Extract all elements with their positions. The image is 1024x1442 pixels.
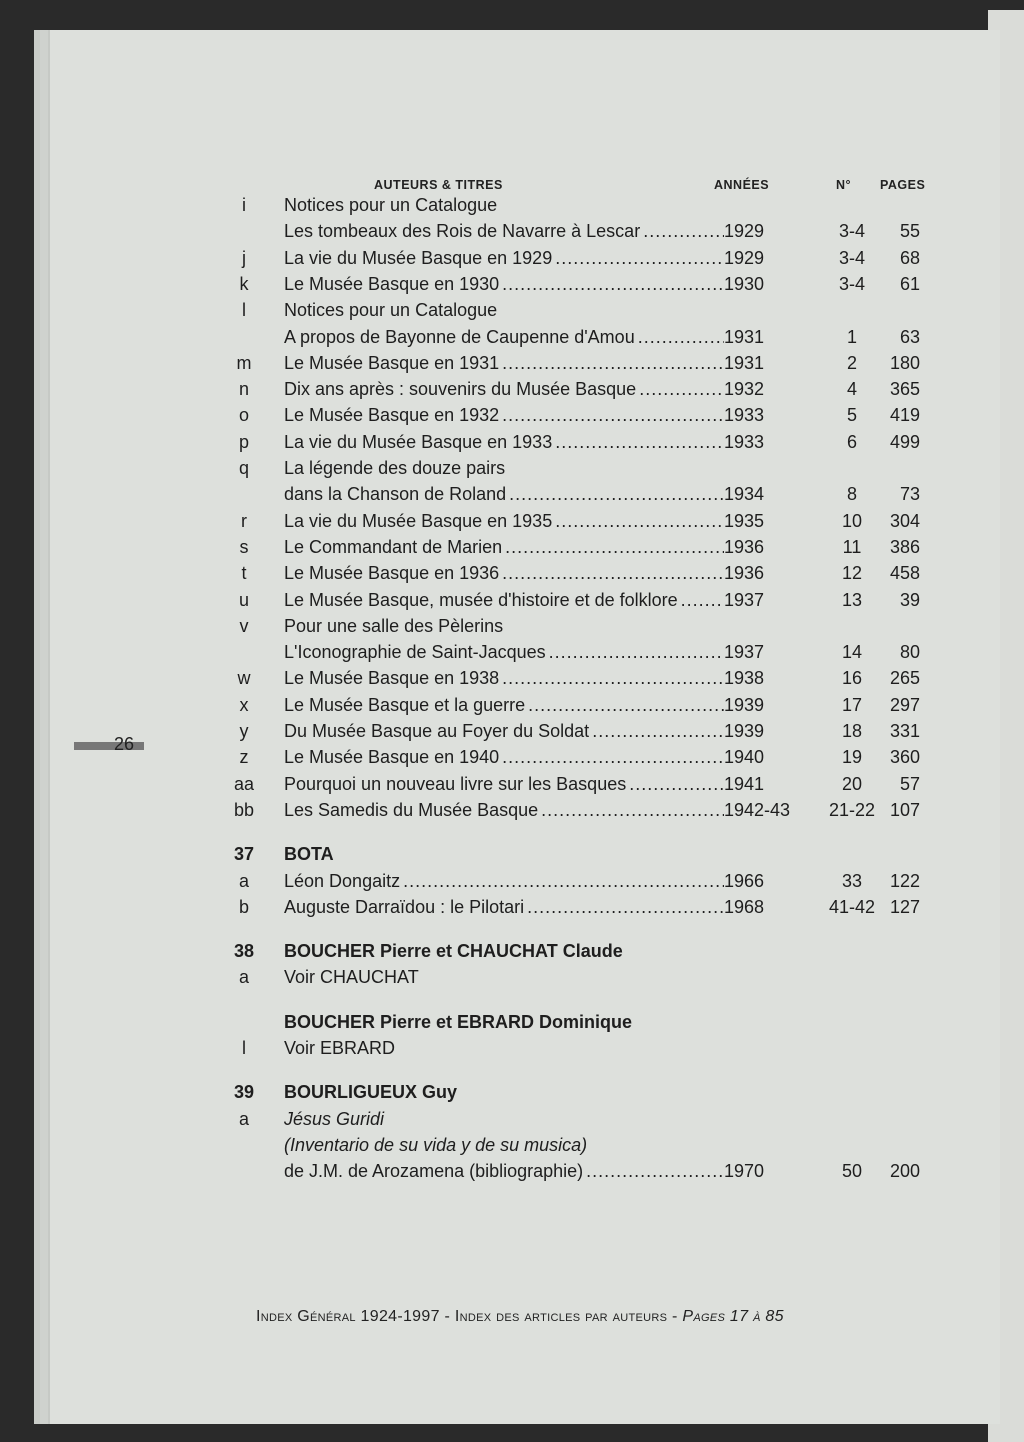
entry-title-line <box>284 665 724 691</box>
entry-year: 1936 <box>724 536 765 557</box>
entry-letter: x <box>239 694 249 715</box>
author-heading <box>40 938 1000 964</box>
entry-issue-number: 6 <box>846 431 857 452</box>
list-item <box>40 639 1000 665</box>
entry-title-line <box>284 771 724 797</box>
leader-dots <box>541 797 724 823</box>
entry-issue-number: 4 <box>846 379 857 400</box>
entry-issue-number: 21-22 <box>828 799 876 820</box>
entry-title: Notices pour un Catalogue <box>284 195 498 215</box>
entry-title: Les Samedis du Musée Basque <box>284 799 539 820</box>
entry-page: 57 <box>899 773 920 794</box>
entry-year: 1938 <box>724 668 765 689</box>
entry-letter: i <box>242 195 246 215</box>
entry-letter: a <box>238 967 249 988</box>
entry-year: 1941 <box>724 773 765 794</box>
leader-dots <box>502 665 724 691</box>
entry-issue-number: 3-4 <box>838 247 865 268</box>
entry-issue-number: 16 <box>841 668 863 689</box>
list-item <box>40 455 1000 481</box>
entry-title: Pourquoi un nouveau livre sur les Basques <box>284 773 627 794</box>
entry-year: 1939 <box>724 721 765 741</box>
author-name: BOUCHER Pierre et CHAUCHAT Claude <box>284 941 623 962</box>
entry-title: Pour une salle des Pèlerins <box>284 615 504 636</box>
entry-title: Le Musée Basque en 1940 <box>284 747 500 768</box>
header-number: N° <box>836 178 852 192</box>
entry-page: 55 <box>899 221 920 242</box>
entry-year: 1933 <box>724 431 765 452</box>
entry-page: 386 <box>889 536 920 557</box>
entry-issue-number: 12 <box>841 563 863 584</box>
entry-title-line <box>284 350 724 376</box>
list-item <box>40 324 1000 350</box>
entry-letter: aa <box>233 773 255 794</box>
author-heading <box>40 1009 1000 1035</box>
header-pages: PAGES <box>880 178 926 192</box>
entry-title-line <box>284 534 724 560</box>
entry-title-line <box>284 1035 744 1061</box>
entry-title-line <box>284 429 724 455</box>
list-item <box>40 692 1000 718</box>
footer-section: Index des articles par auteurs <box>454 1308 668 1325</box>
entry-title-line <box>284 797 724 823</box>
author-number: 37 <box>233 844 255 865</box>
entry-year: 1934 <box>724 484 765 505</box>
list-item <box>40 894 1000 920</box>
leader-dots <box>502 744 724 770</box>
entry-title-line <box>284 1106 744 1132</box>
entry-letter: j <box>242 247 246 268</box>
list-item <box>40 1132 1000 1158</box>
list-item <box>40 1158 1000 1184</box>
side-page-number: 26 <box>114 734 135 754</box>
entry-page: 39 <box>899 589 920 610</box>
entry-title: L'Iconographie de Saint-Jacques <box>284 642 546 663</box>
entry-year: 1929 <box>724 221 765 242</box>
author-heading <box>40 1079 1000 1105</box>
entry-letter: y <box>239 721 249 741</box>
header-years: ANNÉES <box>714 178 770 192</box>
entry-page: 80 <box>899 642 920 663</box>
entry-title: Le Musée Basque en 1936 <box>284 563 500 584</box>
entry-page: 107 <box>889 799 920 820</box>
footer-pages: Pages 17 à 85 <box>682 1308 784 1325</box>
entry-letter: p <box>238 431 249 452</box>
leader-dots <box>528 692 724 718</box>
entry-issue-number: 3-4 <box>838 273 865 294</box>
entry-title: Le Musée Basque en 1938 <box>284 668 500 689</box>
entry-year: 1940 <box>724 747 765 768</box>
entry-title-line <box>284 192 744 218</box>
entry-title-line <box>284 376 724 402</box>
leader-dots <box>403 868 724 894</box>
entry-title-line <box>284 718 724 744</box>
list-item <box>40 350 1000 376</box>
entry-page: 265 <box>889 668 920 689</box>
leader-dots <box>586 1158 724 1184</box>
entry-issue-number: 19 <box>841 747 863 768</box>
entry-letter: o <box>238 405 249 426</box>
entry-issue-number: 13 <box>841 589 863 610</box>
entry-year: 1935 <box>724 510 765 531</box>
entry-page: 360 <box>889 747 920 768</box>
entry-issue-number: 2 <box>846 352 857 373</box>
entry-page: 63 <box>899 326 920 347</box>
leader-dots <box>555 508 724 534</box>
entry-page: 200 <box>889 1161 920 1182</box>
entry-issue-number: 3-4 <box>838 221 865 242</box>
entry-title-line <box>284 964 744 990</box>
entry-title-line <box>284 324 724 350</box>
list-item <box>40 534 1000 560</box>
entry-title: La vie du Musée Basque en 1933 <box>284 431 553 452</box>
entry-title: Léon Dongaitz <box>284 870 401 891</box>
entry-page: 331 <box>889 721 920 741</box>
entry-title: A propos de Bayonne de Caupenne d'Amou <box>284 326 635 347</box>
entry-page: 68 <box>899 247 920 268</box>
header-authors-titles: AUTEURS & TITRES <box>374 178 503 192</box>
author-name: BOUCHER Pierre et EBRARD Dominique <box>284 1011 633 1032</box>
list-item <box>40 429 1000 455</box>
entry-year: 1933 <box>724 405 765 426</box>
entry-year: 1970 <box>724 1161 765 1182</box>
entry-title-line <box>284 692 724 718</box>
entry-title: Le Musée Basque en 1930 <box>284 273 500 294</box>
entry-issue-number: 1 <box>846 326 857 347</box>
list-item <box>40 744 1000 770</box>
entry-issue-number: 18 <box>841 721 863 741</box>
list-item <box>40 718 1000 744</box>
footer-index-title: Index Général 1924-1997 - <box>256 1308 455 1325</box>
entry-title-line <box>284 894 724 920</box>
entry-issue-number: 14 <box>841 642 863 663</box>
leader-dots <box>555 245 724 271</box>
entry-title-line <box>284 245 724 271</box>
entry-title: Voir CHAUCHAT <box>284 967 419 988</box>
author-number: 39 <box>233 1082 255 1103</box>
leader-dots <box>592 718 724 744</box>
entry-title-line <box>284 1158 724 1184</box>
entry-title-line <box>284 744 724 770</box>
entry-title: Le Musée Basque et la guerre <box>284 694 526 715</box>
list-item <box>40 402 1000 428</box>
leader-dots <box>643 218 724 244</box>
leader-dots <box>549 639 724 665</box>
entry-page: 499 <box>889 431 920 452</box>
entry-title: Notices pour un Catalogue <box>284 300 498 321</box>
entry-title-line <box>284 587 724 613</box>
entry-year: 1937 <box>724 589 765 610</box>
entry-page: 297 <box>889 694 920 715</box>
entry-issue-number: 10 <box>841 510 863 531</box>
author-number: 38 <box>233 941 255 962</box>
entry-page: 419 <box>889 405 920 426</box>
document-page <box>34 30 1000 1424</box>
leader-dots <box>502 350 724 376</box>
entry-title-line <box>284 481 724 507</box>
entry-title-line <box>284 613 744 639</box>
entry-year: 1929 <box>724 247 765 268</box>
leader-dots <box>629 771 724 797</box>
leader-dots <box>502 560 724 586</box>
list-item <box>40 508 1000 534</box>
entry-title: Du Musée Basque au Foyer du Soldat <box>284 721 590 741</box>
entry-issue-number: 41-42 <box>828 896 876 917</box>
entry-year: 1942-43 <box>724 799 791 820</box>
entry-title-line <box>284 868 724 894</box>
entry-title: Le Musée Basque, musée d'histoire et de folklore <box>284 589 678 610</box>
entry-letter: a <box>238 870 249 891</box>
entry-letter: z <box>239 747 249 768</box>
entry-letter: s <box>239 536 249 557</box>
entry-letter: q <box>238 458 249 478</box>
entry-year: 1931 <box>724 352 765 373</box>
entry-issue-number: 17 <box>841 694 863 715</box>
entry-letter: w <box>237 668 251 689</box>
entry-page: 73 <box>899 484 920 505</box>
entry-title-line <box>284 455 744 481</box>
leader-dots <box>555 429 724 455</box>
leader-dots <box>502 271 724 297</box>
entry-page: 180 <box>889 352 920 373</box>
entry-title: La vie du Musée Basque en 1929 <box>284 247 553 268</box>
list-item <box>40 245 1000 271</box>
entry-year: 1966 <box>724 870 765 891</box>
list-item <box>40 1106 1000 1132</box>
entry-letter: t <box>241 563 247 584</box>
list-item <box>40 797 1000 823</box>
page-footer <box>256 1308 784 1326</box>
entry-title: Le Musée Basque en 1931 <box>284 352 500 373</box>
list-item <box>40 192 1000 218</box>
list-item <box>40 868 1000 894</box>
list-item <box>40 481 1000 507</box>
list-item <box>40 560 1000 586</box>
entry-issue-number: 50 <box>841 1161 863 1182</box>
entry-year: 1936 <box>724 563 765 584</box>
list-item <box>40 1035 1000 1061</box>
entry-issue-number: 33 <box>841 870 863 891</box>
entry-page: 304 <box>889 510 920 531</box>
entry-year: 1939 <box>724 694 765 715</box>
list-item <box>40 771 1000 797</box>
leader-dots <box>527 894 724 920</box>
entry-title-line <box>284 297 744 323</box>
entry-title: La légende des douze pairs <box>284 458 506 478</box>
entry-page: 365 <box>889 379 920 400</box>
leader-dots <box>681 587 724 613</box>
entry-title: Dix ans après : souvenirs du Musée Basque <box>284 379 637 400</box>
entry-title-line <box>284 271 724 297</box>
entry-page: 458 <box>889 563 920 584</box>
leader-dots <box>639 376 724 402</box>
entry-letter: a <box>238 1108 249 1129</box>
entry-issue-number: 20 <box>841 773 863 794</box>
entry-letter: m <box>236 352 252 373</box>
entry-title: Le Commandant de Marien <box>284 536 503 557</box>
entry-year: 1937 <box>724 642 765 663</box>
entry-title: Auguste Darraïdou : le Pilotari <box>284 896 525 917</box>
author-name: BOTA <box>284 844 334 865</box>
entry-letter: u <box>238 589 249 610</box>
entry-page: 122 <box>889 870 920 891</box>
entry-year: 1932 <box>724 379 765 400</box>
list-item <box>40 587 1000 613</box>
entry-letter: k <box>239 273 249 294</box>
entry-title-line <box>284 218 724 244</box>
entry-year: 1931 <box>724 326 765 347</box>
entry-title-line <box>284 639 724 665</box>
entry-issue-number: 11 <box>842 536 862 557</box>
entry-title: Jésus Guridi <box>284 1108 385 1129</box>
entry-title: La vie du Musée Basque en 1935 <box>284 510 553 531</box>
entry-title: Voir EBRARD <box>284 1038 396 1058</box>
entry-title: de J.M. de Arozamena (bibliographie) <box>284 1161 584 1182</box>
entry-year: 1968 <box>724 896 765 917</box>
footer-separator: - <box>667 1308 683 1325</box>
entry-letter: n <box>238 379 249 400</box>
entry-letter: b <box>238 896 249 917</box>
entry-issue-number: 8 <box>846 484 857 505</box>
entry-title: Le Musée Basque en 1932 <box>284 405 500 426</box>
leader-dots <box>638 324 724 350</box>
entry-letter: r <box>241 510 247 531</box>
list-item <box>40 613 1000 639</box>
entry-title-line <box>284 402 724 428</box>
list-item <box>40 271 1000 297</box>
entry-issue-number: 5 <box>846 405 857 426</box>
list-item <box>40 964 1000 990</box>
author-name: BOURLIGUEUX Guy <box>284 1082 458 1103</box>
entry-letter: bb <box>233 799 255 820</box>
entry-letter: l <box>242 300 246 321</box>
entry-letter: v <box>239 615 249 636</box>
list-item <box>40 376 1000 402</box>
list-item <box>40 665 1000 691</box>
entry-title-line <box>284 560 724 586</box>
entry-title: (Inventario de su vida y de su musica) <box>284 1134 588 1155</box>
leader-dots <box>505 534 724 560</box>
entry-title: Les tombeaux des Rois de Navarre à Lescar <box>284 221 641 242</box>
list-item <box>40 297 1000 323</box>
leader-dots <box>502 402 724 428</box>
leader-dots <box>509 481 724 507</box>
entry-page: 127 <box>889 896 920 917</box>
entry-title-line <box>284 1132 744 1158</box>
entry-title-line <box>284 508 724 534</box>
entry-title: dans la Chanson de Roland <box>284 484 507 505</box>
list-item <box>40 218 1000 244</box>
entry-letter: l <box>242 1038 246 1058</box>
entry-page: 61 <box>899 273 920 294</box>
author-heading <box>40 841 1000 867</box>
entry-year: 1930 <box>724 273 765 294</box>
